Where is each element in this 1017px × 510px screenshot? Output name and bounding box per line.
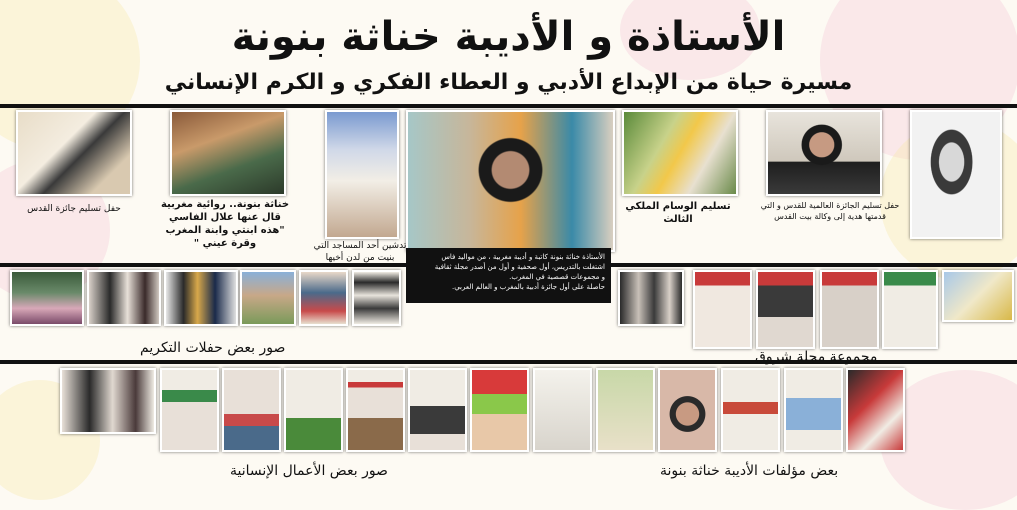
- charity-photo: [346, 368, 405, 452]
- magazine-cover: [756, 270, 815, 349]
- photo-young-portrait-sketch: [910, 110, 1002, 239]
- bio-line: اشتغلت بالتدريس، أول صحفية و أول من أصدر مجلة ثقافية: [434, 263, 605, 271]
- section-label-charity: صور بعض الأعمال الإنسانية: [230, 463, 388, 479]
- caption-quds-prize: حفل تسليم جائزة القدس: [27, 204, 121, 214]
- honor-photo: [240, 270, 296, 326]
- photo-quds-prize-ceremony: [16, 110, 132, 196]
- book-cover: [784, 368, 843, 452]
- caption-novelist-line: وقرة عيني ": [193, 238, 257, 249]
- book-cover: [658, 368, 717, 452]
- divider-top: [0, 104, 1017, 108]
- book-cover: [596, 368, 655, 452]
- bio-line: الأستاذة خناثة بنونة كاتبة و أديبة مغربية ، من مواليد فاس: [441, 253, 605, 261]
- photo-global-prize: [766, 110, 882, 196]
- bio-box: [406, 248, 611, 303]
- bio-line: و مجموعات قصصية في المغرب.: [509, 273, 605, 281]
- photo-mosque-inauguration: [325, 110, 399, 239]
- caption-mosque: [312, 240, 408, 264]
- section-label-works: بعض مؤلفات الأديبة خناثة بنونة: [660, 463, 839, 479]
- book-cover: [533, 368, 592, 452]
- page-subtitle: مسيرة حياة من الإبداع الأدبي و العطاء الفكري و الكرم الإنساني: [164, 70, 853, 95]
- honor-photo: [352, 270, 401, 326]
- photo-royal-medal: [622, 110, 738, 196]
- bio-line: حاصلة على أول جائزة أدبية بالمغرب و العالم العربي.: [451, 283, 605, 291]
- charity-photo: [284, 368, 343, 452]
- magazine-cover: [882, 270, 938, 349]
- charity-photo: [408, 368, 467, 452]
- caption-global-prize-line: قدمتها هدية إلى وكالة بيت القدس: [774, 212, 886, 221]
- caption-global-prize-line: حفل تسليم الجائزة العالمية للقدس و التي: [760, 201, 900, 210]
- section-label-honors: صور بعض حفلات التكريم: [140, 340, 286, 356]
- magazine-cover: [618, 270, 684, 326]
- page-title: الأستاذة و الأديبة خناثة بنونة: [231, 14, 786, 60]
- caption-mosque-line: تدشين أحد المساجد التي: [313, 241, 407, 251]
- book-cover: [721, 368, 780, 452]
- caption-novelist-line: خناثة بنونة.. روائية مغربية: [160, 199, 290, 210]
- charity-photo: [60, 368, 156, 434]
- charity-photo: [470, 368, 529, 452]
- caption-royal-medal: تسليم الوسام الملكي الثالث: [625, 201, 731, 225]
- caption-global-prize: [755, 200, 905, 222]
- caption-novelist-line: قال عنها علال الفاسي: [169, 212, 281, 223]
- charity-photo: [160, 368, 219, 452]
- charity-photo: [222, 368, 281, 452]
- magazine-cover: [942, 270, 1014, 322]
- honor-photo: [299, 270, 348, 326]
- magazine-cover: [693, 270, 752, 349]
- honor-photo: [87, 270, 161, 326]
- photo-main-portrait: [406, 110, 615, 252]
- photo-novelist: [170, 110, 286, 196]
- caption-novelist: [160, 198, 290, 250]
- caption-novelist-line: "هذه ابنتي وابنة المغرب: [165, 225, 285, 236]
- section-label-magazine: مجموعة مجلة شروق: [755, 349, 878, 365]
- honor-photo: [164, 270, 238, 326]
- caption-mosque-line: بنيت من لدن أخيها: [325, 253, 395, 263]
- magazine-cover: [820, 270, 879, 349]
- honor-photo: [10, 270, 84, 326]
- book-cover: [846, 368, 905, 452]
